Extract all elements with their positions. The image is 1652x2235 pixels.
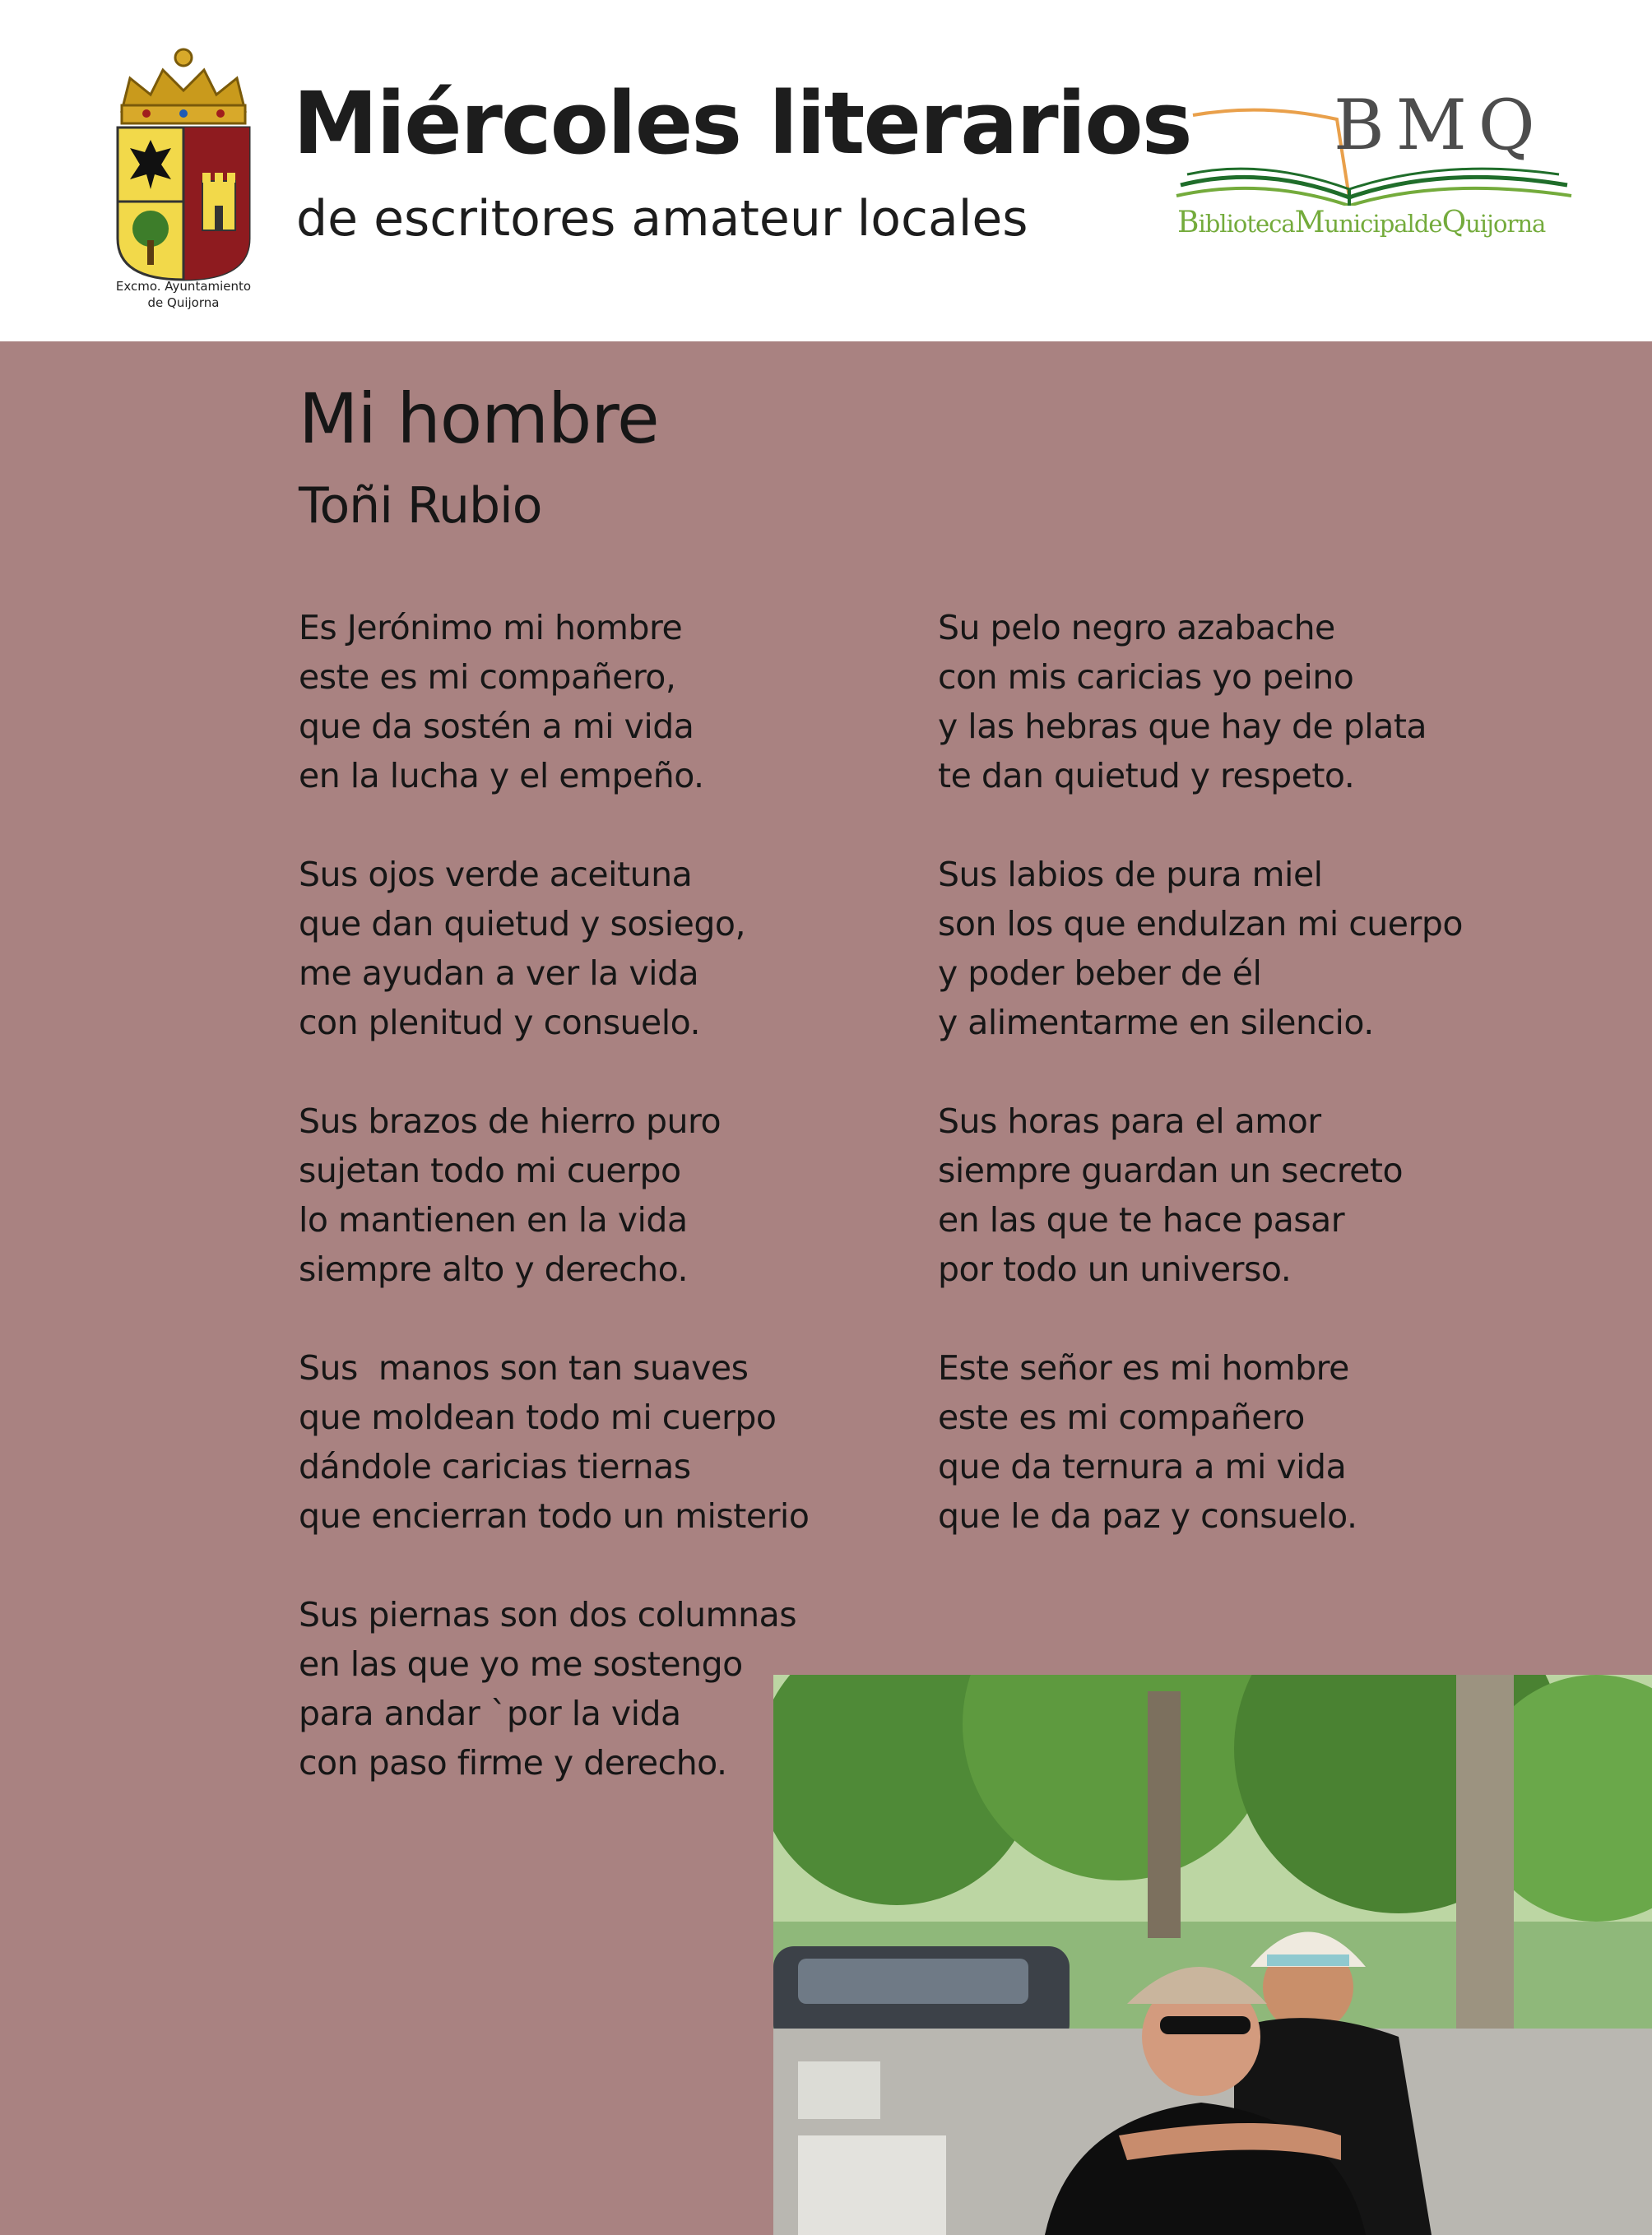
library-name-initial: Q: [1441, 206, 1466, 239]
town-coat-of-arms: [114, 33, 253, 313]
verse-line: que encierran todo un misterio: [299, 1496, 810, 1536]
page-title: Miércoles literarios: [293, 73, 1191, 174]
library-name-initial: M: [1294, 206, 1325, 239]
library-logo: [1172, 85, 1575, 247]
verse-line: que da ternura a mi vida: [938, 1447, 1347, 1486]
verse-line: para andar `por la vida: [299, 1694, 681, 1733]
library-name-part: unicipalde: [1324, 210, 1442, 238]
stanza: [938, 850, 1463, 1047]
stanza: [938, 603, 1463, 800]
crest-caption: [99, 278, 268, 311]
verse-line: que dan quietud y sosiego,: [299, 904, 746, 944]
verse-line: sujetan todo mi cuerpo: [299, 1151, 681, 1190]
poem-left-column: [299, 603, 809, 1837]
verse-line: Sus ojos verde aceituna: [299, 855, 693, 894]
library-logo-letters: BMQ: [1334, 85, 1547, 165]
verse-line: este es mi compañero: [938, 1398, 1305, 1437]
verse-line: en las que te hace pasar: [938, 1200, 1345, 1240]
library-name-part: iblioteca: [1198, 210, 1295, 238]
verse-line: con paso firme y derecho.: [299, 1743, 727, 1783]
verse-line: que da sostén a mi vida: [299, 707, 694, 746]
verse-line: con plenitud y consuelo.: [299, 1003, 701, 1042]
verse-line: Sus labios de pura miel: [938, 855, 1323, 894]
verse-line: este es mi compañero,: [299, 657, 676, 697]
verse-line: son los que endulzan mi cuerpo: [938, 904, 1463, 944]
verse-line: y alimentarme en silencio.: [938, 1003, 1374, 1042]
verse-line: Su pelo negro azabache: [938, 608, 1335, 647]
verse-line: siempre guardan un secreto: [938, 1151, 1404, 1190]
verse-line: por todo un universo.: [938, 1250, 1292, 1289]
verse-line: dándole caricias tiernas: [299, 1447, 691, 1486]
stanza: [299, 603, 809, 800]
verse-line: Sus horas para el amor: [938, 1101, 1321, 1141]
library-name-initial: B: [1177, 206, 1199, 239]
verse-line: Este señor es mi hombre: [938, 1348, 1349, 1388]
verse-line: con mis caricias yo peino: [938, 657, 1354, 697]
library-name-part: uijorna: [1465, 210, 1546, 238]
verse-line: y las hebras que hay de plata: [938, 707, 1427, 746]
verse-line: Sus manos son tan suaves: [299, 1348, 749, 1388]
verse-line: me ayudan a ver la vida: [299, 953, 699, 993]
stanza: [299, 1097, 809, 1294]
poem-author: Toñi Rubio: [299, 477, 542, 535]
verse-line: en la lucha y el empeño.: [299, 756, 704, 795]
verse-line: y poder beber de él: [938, 953, 1262, 993]
verse-line: en las que yo me sostengo: [299, 1644, 743, 1684]
verse-line: que le da paz y consuelo.: [938, 1496, 1357, 1536]
stanza: [938, 1343, 1463, 1541]
verse-line: que moldean todo mi cuerpo: [299, 1398, 777, 1437]
page-subtitle: de escritores amateur locales: [296, 190, 1028, 248]
verse-line: Sus piernas son dos columnas: [299, 1595, 797, 1635]
stanza: [299, 1343, 809, 1541]
verse-line: Es Jerónimo mi hombre: [299, 608, 683, 647]
verse-line: siempre alto y derecho.: [299, 1250, 689, 1289]
poem-right-column: [938, 603, 1463, 1590]
verse-line: te dan quietud y respeto.: [938, 756, 1355, 795]
author-photo: [773, 1675, 1652, 2235]
verse-line: lo mantienen en la vida: [299, 1200, 688, 1240]
stanza: [938, 1097, 1463, 1294]
crest-caption-line: Excmo. Ayuntamiento: [115, 279, 252, 294]
verse-line: Sus brazos de hierro puro: [299, 1101, 722, 1141]
poem-title: Mi hombre: [299, 378, 659, 459]
crest-caption-line: de Quijorna: [147, 295, 220, 310]
page-header: [0, 0, 1652, 341]
stanza: [299, 1590, 809, 1788]
stanza: [299, 850, 809, 1047]
library-name: [1177, 206, 1545, 239]
